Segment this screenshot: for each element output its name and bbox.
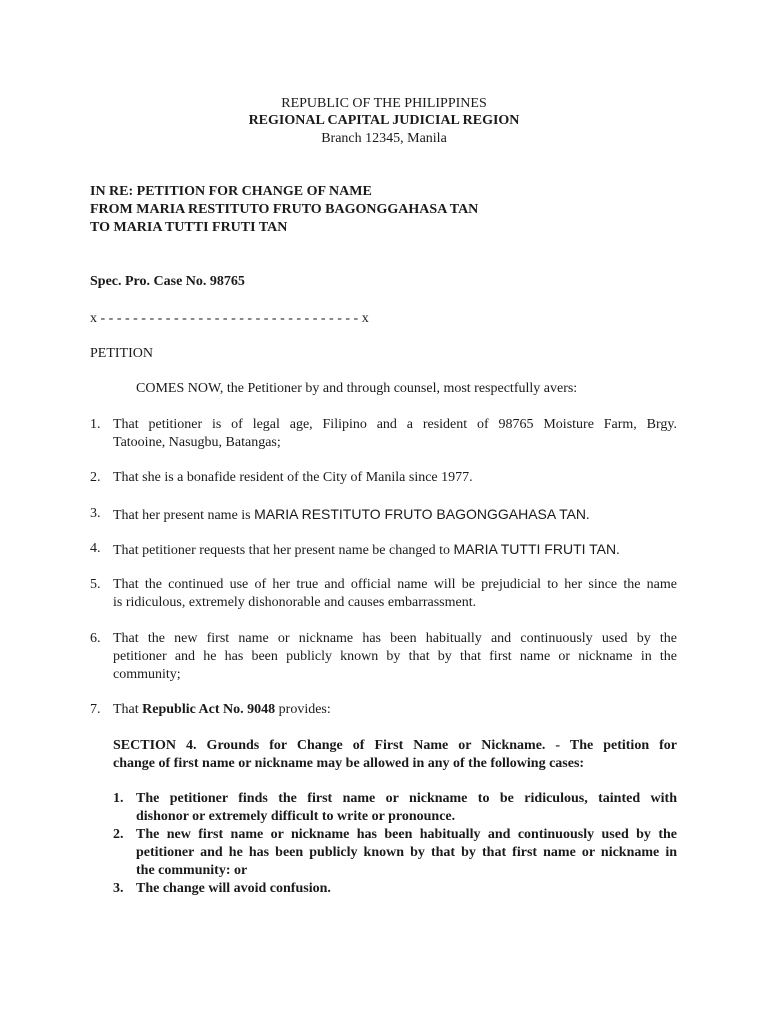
header-branch: Branch 12345, Manila bbox=[321, 131, 447, 146]
item-6-line-2: petitioner and he has been publicly known by that by that first name or nickname in the bbox=[113, 649, 677, 664]
item-5-line-2: is ridiculous, extremely dishonorable and causes embarrassment. bbox=[113, 595, 477, 610]
item-4-number: 4. bbox=[90, 541, 101, 556]
item-7-number: 7. bbox=[90, 702, 101, 717]
item-7-text bbox=[113, 701, 677, 719]
item-5-number: 5. bbox=[90, 577, 101, 592]
item-3-post: . bbox=[586, 508, 590, 523]
case-2-line-2: petitioner and he has been publicly known by that by that first name or nickname in bbox=[136, 845, 677, 860]
item-2-text: That she is a bonafide resident of the City of Manila since 1977. bbox=[113, 470, 473, 485]
section-4-line-1: SECTION 4. Grounds for Change of First Name or Nickname. - The petition for bbox=[113, 738, 677, 753]
item-5-line-1: That the continued use of her true and official name will be prejudicial to her since the name bbox=[113, 577, 677, 592]
item-4-post: . bbox=[616, 543, 620, 558]
item-6-line-1: That the new first name or nickname has been habitually and continuously used by the bbox=[113, 631, 677, 646]
item-2-number: 2. bbox=[90, 470, 101, 485]
section-4-line-2: change of first name or nickname may be allowed in any of the following cases: bbox=[113, 756, 585, 771]
intro-paragraph: COMES NOW, the Petitioner by and through counsel, most respectfully avers: bbox=[136, 381, 578, 396]
case-3-number: 3. bbox=[113, 881, 124, 896]
header-region: REGIONAL CAPITAL JUDICIAL REGION bbox=[248, 113, 520, 128]
item-1-number: 1. bbox=[90, 417, 101, 432]
item-7-post: provides: bbox=[275, 702, 331, 717]
caption-line-2: FROM MARIA RESTITUTO FRUTO BAGONGGAHASA TAN bbox=[90, 202, 479, 217]
item-6-number: 6. bbox=[90, 631, 101, 646]
item-7-pre: That bbox=[113, 702, 143, 717]
item-4-text bbox=[113, 540, 677, 560]
header-republic: REPUBLIC OF THE PHILIPPINES bbox=[281, 96, 487, 111]
caption-line-1: IN RE: PETITION FOR CHANGE OF NAME bbox=[90, 184, 372, 199]
item-3-present-name: MARIA RESTITUTO FRUTO BAGONGGAHASA TAN bbox=[254, 506, 587, 522]
item-1-line-2: Tatooine, Nasugbu, Batangas; bbox=[113, 435, 281, 450]
case-1-line-2: dishonor or extremely difficult to write or pronounce. bbox=[136, 809, 456, 824]
item-4-pre: That petitioner requests that her present name be changed to bbox=[113, 543, 454, 558]
case-3-line-1: The change will avoid confusion. bbox=[136, 881, 331, 896]
case-2-number: 2. bbox=[113, 827, 124, 842]
document-title: PETITION bbox=[90, 346, 153, 361]
item-3-text bbox=[113, 505, 677, 525]
case-2-line-3: the community: or bbox=[136, 863, 248, 878]
case-1-number: 1. bbox=[113, 791, 124, 806]
item-4-new-name: MARIA TUTTI FRUTI TAN bbox=[453, 541, 617, 557]
item-1-line-1: That petitioner is of legal age, Filipino and a resident of 98765 Moisture Farm, Brgy. bbox=[113, 417, 677, 432]
item-6-line-3: community; bbox=[113, 667, 181, 682]
case-number: Spec. Pro. Case No. 98765 bbox=[90, 274, 245, 289]
caption-line-3: TO MARIA TUTTI FRUTI TAN bbox=[90, 220, 288, 235]
item-3-number: 3. bbox=[90, 506, 101, 521]
item-3-pre: That her present name is bbox=[113, 508, 255, 523]
case-1-line-1: The petitioner finds the first name or nickname to be ridiculous, tainted with bbox=[136, 791, 677, 806]
caption-divider: x - - - - - - - - - - - - - - - - - - - - - - - - - - - - - - - - x bbox=[90, 311, 369, 326]
case-2-line-1: The new first name or nickname has been habitually and continuously used by the bbox=[136, 827, 677, 842]
item-7-act-name: Republic Act No. 9048 bbox=[142, 702, 276, 717]
